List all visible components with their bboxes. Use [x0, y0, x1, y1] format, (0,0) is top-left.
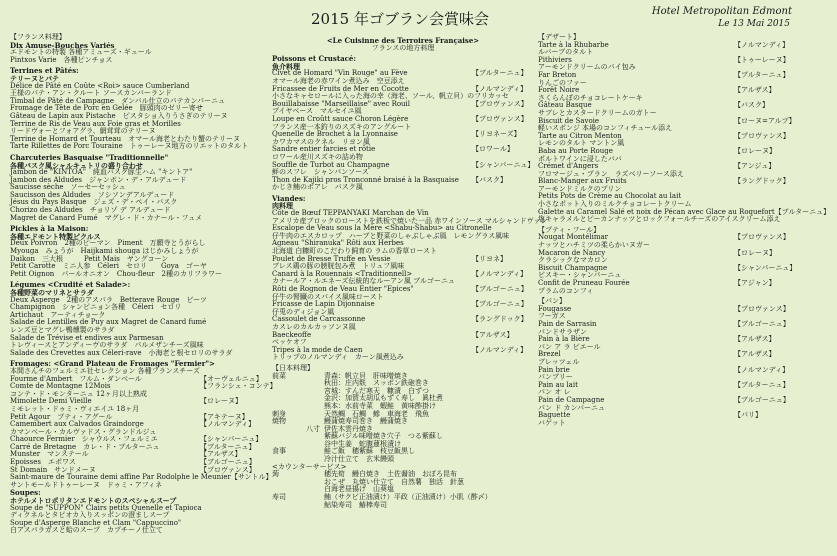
menu-item-text: Pain au lait — [538, 380, 578, 389]
menu-item-text: バゲット — [538, 418, 566, 427]
japanese-menu-cell: 冷汁仕立て 玄米饅頭 — [324, 455, 394, 464]
region-label: 【リヨネーズ】 — [472, 130, 521, 139]
menu-item-text: Soupe de "SUPPON" Clairs petits Quenelle et Tapioca — [10, 503, 202, 512]
menu-item-text: Fromage de Tête de Porc en Gelée 豚頭肉のゼリー寄せ — [10, 104, 203, 113]
menu-item-text: Poissons et Crustacé: — [272, 54, 356, 64]
menu-item-text: Tarte à la Rhubarbe — [538, 40, 609, 49]
menu-item-text: クラシックなマカロン — [538, 256, 608, 265]
region-label: 【プロヴァンス】 — [200, 465, 256, 474]
menu-item-text: Baba au Porte Rouge — [538, 146, 613, 155]
japanese-menu-cell — [272, 433, 306, 441]
menu-item-text: Quenelle de Brochet à la Lyonnaise — [272, 130, 398, 139]
menu-item-text: カナールア・ルエネーズ伝統的なルーアン風 ブルゴーニュ — [272, 277, 455, 286]
region-label: 【プロヴァンス】 — [734, 233, 790, 242]
menu-item-text: Tripes à la mode de Caen — [272, 345, 363, 354]
japanese-menu-cell: 鮪（サクビ正油漬け）平政（正油漬け）小肌（酢〆） — [324, 493, 492, 502]
menu-item-text: Macaron de Nancy — [538, 248, 606, 257]
menu-item-text: ロワール産川スズキの詰め物 — [272, 152, 363, 161]
region-label: 【アルザス】 — [734, 335, 776, 344]
menu-item-text: パン ド カンパーニュ — [538, 403, 605, 412]
menu-item — [272, 184, 534, 192]
menu-item-text: りんごのファー — [538, 78, 587, 87]
menu-item-text: Dix Amuse-Bouches Variés — [10, 40, 115, 50]
menu-item-text: Salade des Crevettes aux Céleri-rave 小海老と根セロリのサラダ — [10, 348, 233, 357]
menu-item-text: Thon de Kajiki pros Tronconné braisé à la Basquaise — [272, 175, 459, 184]
japanese-menu-cell — [306, 388, 324, 396]
menu-item-text: かじき鮪のポアレ バスク風 — [272, 183, 363, 192]
menu-item-text: Blanc-Manger aux Fruits — [538, 177, 627, 186]
menu-item-text: Pintxos Varie 各種ピンチョス — [10, 55, 113, 64]
menu-item-text: Charcuteries Basquaise "Traditionnelle" — [10, 152, 169, 162]
menu-item-text: フランス産一本釣りのスズキのアングルート — [272, 122, 412, 131]
menu-item-text: Petits Pots de Crème au Chocolat au lait — [538, 192, 682, 201]
menu-column-right — [538, 33, 831, 554]
japanese-menu-cell — [272, 395, 306, 403]
region-label: 【アルザス】 — [734, 350, 776, 359]
menu-item-text: 【デザート】 — [538, 33, 580, 41]
region-label: 【ノルマンディ】 — [734, 365, 790, 374]
region-label: 【オーヴェルニュ】 — [200, 374, 263, 383]
region-label: 【シャンパーニュ】 — [734, 263, 797, 272]
japanese-menu-cell: 宮城：すんだ寒天 糠漬 白ずつ — [324, 386, 429, 395]
japanese-menu-cell — [306, 373, 324, 381]
menu-item-text: サントモールドトゥーレーヌ ドゥミ・アフィネ — [10, 480, 163, 489]
menu-item-text: Fricassee de Fruits de Mer en Cocotte — [272, 84, 409, 93]
menu-item — [272, 45, 534, 53]
japanese-menu-cell — [306, 433, 324, 441]
menu-item — [538, 216, 796, 224]
menu-item-text: Petit Agour プティ・アグール — [10, 412, 113, 421]
menu-item-text: Tarte au Citron Menton — [538, 131, 622, 140]
region-label: 【ロワール】 — [472, 145, 514, 154]
menu-item — [10, 482, 262, 490]
menu-item-text: パンブリー — [538, 373, 573, 382]
menu-item-text: 小さなポット入りのミルクチョコレートクリーム — [538, 200, 692, 209]
japanese-menu-cell: 穂先筍 鰻白焼き 土佐醤油 おぼろ昆布 — [324, 470, 457, 479]
menu-item-text: ブレッツェル — [538, 357, 580, 366]
menu-item-text: Pain de Campagne — [538, 395, 605, 404]
region-label: 【ブルゴーニュ】 — [472, 285, 528, 293]
menu-item-text: 鮃のスフレ シャンパンソース — [272, 168, 369, 177]
region-label: 【ロレーヌ】 — [200, 397, 242, 406]
japanese-menu-cell: 寿司 — [272, 493, 286, 502]
region-label: 【ブルターニュ】 — [734, 70, 790, 79]
section-heading — [272, 55, 534, 63]
page-title: 2015 年ゴブラン会賞味会 — [311, 10, 489, 28]
menu-item-text: 塩キャラメルとピーカンナッツとロックフォールチーズのアイスクリーム添え — [538, 215, 781, 224]
menu-item-text: Canard à la Rouennais <Traditionnell> — [272, 269, 413, 278]
menu-item-text: Escalope de Veau sous la Mère <Shabu-Shabu> au Citronelle — [272, 224, 492, 233]
japanese-menu-row — [272, 494, 534, 502]
menu-item-text: Carré de Bretagne カレ・ド・ブルターニュ — [10, 442, 160, 451]
region-label: 【ロレーヌ】 — [734, 248, 776, 257]
menu-item-text: Baeckeoffe — [272, 330, 312, 339]
region-label: 【フランシュ・コンテ】 — [200, 382, 277, 391]
menu-item-text: ベッケオフ — [272, 338, 307, 347]
menu-item-text: Soupes: — [10, 488, 41, 498]
japanese-menu-cell — [272, 426, 306, 434]
menu-item — [10, 527, 262, 535]
japanese-menu-cell: 伊佐木雲丹焼き — [324, 424, 373, 433]
region-label: 【アルザス】 — [200, 450, 242, 459]
menu-item-text: Gâteau de Lapin aux Pistache ピスタショ入りうさぎのテリーヌ — [10, 111, 228, 120]
region-label: 【ブルゴーニュ】 — [734, 319, 790, 328]
region-label: 【シャンパーニュ】 — [472, 160, 535, 169]
menu-item-text: 北海道 白糠町のこだわり飼育の ラムの香草ロースト — [272, 247, 438, 256]
japanese-menu-cell — [272, 502, 306, 510]
japanese-menu-cell: 焼物 — [272, 417, 286, 426]
region-label: 【パリ】 — [734, 411, 762, 420]
japanese-menu-cell — [306, 471, 324, 479]
menu-item-text: エドモントの特製 各種アミューズ・ギュール — [10, 48, 152, 57]
japanese-menu-cell: 蒟 — [272, 470, 279, 479]
menu-item-text: Fourme d'Ambert フルム・ダンベール — [10, 374, 142, 383]
menu-item-text: 仔兎のディジョン風 — [272, 307, 335, 316]
menu-item — [538, 382, 796, 390]
japanese-menu-cell — [306, 403, 324, 411]
menu-item-text: Daikon 三大根 Petit Mais ヤングコーン — [10, 254, 169, 263]
menu-item-text: Fougasse — [538, 304, 572, 313]
menu-item-text: Baguette — [538, 411, 571, 420]
menu-item-text: 各種野菜のマリネとサラダ — [10, 288, 94, 297]
menu-item — [272, 354, 534, 362]
menu-item-text: Tarte Rillettes de Porc Touraine トゥーレーヌ地方のリエットのタルト — [10, 142, 249, 151]
region-label: 【プロヴァンス】 — [472, 99, 528, 108]
menu-item-text: ブイヤベース マルセイユ風 — [272, 107, 362, 116]
region-label: 【ノルマンディ】 — [472, 269, 528, 278]
menu-item-text: ポルトワインに浸したババ — [538, 154, 622, 163]
menu-item-text: フロマージュ・ブラン ラズベリーソース添え — [538, 169, 684, 178]
japanese-menu-cell — [306, 486, 324, 494]
japanese-menu-cell: 鰻蒲焼寿司巻き 鰻蒲焼き — [324, 417, 408, 426]
menu-item-text: Pain à la Bière — [538, 335, 590, 344]
region-label: 【トゥーレーヌ】 — [734, 55, 790, 64]
menu-item-text: Bouillabaisse "Marseillaise" avec Rouil — [272, 99, 411, 108]
menu-item-text: フランスの地方料理 — [371, 43, 435, 52]
japanese-menu-cell: 紫蘇バジル味噌焼き穴子 つる紫蘇し — [324, 432, 443, 441]
menu-item-text: Munster マンステール — [10, 450, 89, 459]
counter-service-heading: <カウンターサービス> — [272, 462, 347, 471]
japanese-menu-cell: 青森：帆立貝 肝味噌焼き — [324, 371, 408, 380]
menu-item-text: Saint-maure de Touraine demi affine Par Rodolphe le Meunier — [10, 473, 231, 482]
menu-item-text: さくらんぼのチョコレートケーキ — [538, 93, 643, 102]
menu-item-text: Civet de Homard "Vin Rouge" au Fève — [272, 69, 408, 78]
region-label: 【ブルゴーニュ】 — [734, 395, 790, 404]
menu-item — [538, 288, 796, 296]
menu-item-text: Pickles à la Maison: — [10, 224, 89, 234]
menu-item — [10, 57, 262, 65]
japanese-menu-cell: 白海老昼揚げ 山葵塩 — [324, 485, 394, 494]
menu-item-text: Comte de Montagne 12Mois — [10, 382, 111, 391]
menu-item-text: トリップのノルマンディ カーン風煮込み — [272, 353, 404, 362]
menu-item-text: Loupe en Croûtt sauce Choron Légère — [272, 114, 409, 123]
menu-item — [10, 215, 262, 223]
menu-item-text: Petit Oignon パールオニオン Chou-fleur 2種のカリフラワー — [10, 269, 222, 278]
menu-item-text: Sandre entier farcies et rôtie — [272, 145, 376, 154]
menu-item-text: ディクネルとタピオカ入りスッポンの澄ましスープ — [10, 511, 170, 520]
menu-item-text: 仔牛肉のエスカロップ ハーブと野菜のしゃぶしゃぶ風 レモングラス風味 — [272, 231, 510, 240]
menu-item — [538, 306, 796, 314]
menu-item-text: Terrines et Pâtés: — [10, 66, 79, 76]
menu-item-text: Champignon シャンピニョン各種 Céleri セロリ — [10, 303, 182, 312]
menu-item-text: Crémet d'Angers — [538, 162, 599, 171]
menu-item-text: Fromages: <Grand Plateau de Fromages "Fermier"> — [10, 359, 215, 369]
menu-item — [10, 350, 262, 358]
menu-item-text: Gâteau Basque — [538, 101, 592, 110]
menu-item-text: アーモンドミルクのプリン — [538, 184, 622, 193]
menu-item-text: 王様のパテ・アン・クルート ソースカンバーランド — [10, 89, 172, 98]
region-label: 【ブルターニュ】 — [200, 442, 256, 451]
region-label: 【サントル】 — [230, 473, 273, 482]
menu-item-text: 各種エドモント特製ピクルス — [10, 231, 101, 241]
menu-column-middle — [272, 34, 548, 554]
japanese-menu-cell — [272, 388, 306, 396]
japanese-menu-cell — [306, 448, 324, 456]
japanese-menu-cell: 鮭ご飯 穂紫蘇 枝豆飯黒し — [324, 447, 415, 456]
menu-item-text: フーガス — [538, 312, 566, 321]
menu-item-text: Deux Asperge 2種のアスパラ Betterave Rouge ビーツ — [10, 295, 207, 304]
menu-item-text: Saucisse sèche ソーセーセッシュ — [10, 183, 126, 192]
menu-item — [10, 143, 262, 151]
region-label: 【バスク】 — [734, 101, 769, 110]
menu-item-text: アーモンドクリームのパイ包み — [538, 63, 636, 72]
menu-item-text: 【プティ・フール】 — [538, 225, 601, 234]
region-label: 【ブルゴーニュ】 — [472, 300, 528, 309]
menu-item-text: 【パン】 — [538, 297, 566, 306]
menu-item-text: カスレのカルカッソンヌ風 — [272, 322, 356, 331]
menu-item-text: ブレス鶏の豚の膀胱包み煮 トリュフ風味 — [272, 262, 405, 271]
region-label: 【ロレーヌ】 — [734, 146, 776, 155]
menu-item-text: ナッツとハチミツの柔らかいヌガー — [538, 241, 650, 250]
menu-item-text: Myouga みょうが Haijkami shouga はじかみしょうが — [10, 247, 199, 256]
japanese-menu-cell — [306, 380, 324, 388]
region-label: 【プロヴァンス】 — [734, 304, 790, 313]
menu-item-text: Pain brie — [538, 365, 570, 374]
menu-item-text: Epoisses エポワス — [10, 458, 76, 467]
menu-item-text: リードヴォーとフォアグラ、網茸茸のテリーヌ — [10, 127, 156, 136]
menu-item — [538, 412, 796, 420]
menu-item-text: Galette au Caramel Salé et noix de Pécan avec Glace au Roquefort — [538, 207, 775, 216]
japanese-menu-cell: 食事 — [272, 447, 286, 456]
menu-item — [10, 271, 262, 279]
menu-item-text: Terrine de Ris de Veau aux Foie gras et Morilles — [10, 119, 181, 128]
menu-item-text: Timbal de Pâté de Campagne ダンバル仕立のパテカンパーニュ — [10, 96, 226, 105]
menu-item-text: 【日本料理】 — [272, 363, 314, 372]
japanese-menu-cell: 刺身 — [272, 409, 286, 418]
menu-item-text: Jambon de "KINTOA" 純血バスク豚生ハム "キントア" — [10, 168, 193, 177]
menu-item-text: ビスキー・シャンパーニュ — [538, 271, 622, 280]
japanese-menu-cell: 秋田：庄内麩 スッポン鉄砲巻き — [324, 379, 429, 388]
region-label: 【バスク】 — [472, 175, 507, 184]
japanese-menu-row — [272, 448, 534, 456]
menu-item-text: Viandes: — [272, 193, 306, 203]
menu-item-text: レモンのタルト マントン風 — [538, 139, 625, 148]
menu-item-text: Pain de Sarrasin — [538, 319, 597, 328]
menu-item-text: Poulet de Bresse Truffe en Vessie — [272, 254, 391, 263]
region-label: 【アルザス】 — [734, 86, 776, 95]
hotel-name: Hotel Metropolitan Edmont — [651, 6, 792, 17]
menu-item-text: Biscuit de Savoie — [538, 116, 600, 125]
region-label: 【アキテーヌ】 — [200, 412, 249, 421]
menu-item-text: 肉料理 — [272, 201, 293, 211]
japanese-menu-cell — [306, 502, 324, 510]
japanese-cuisine-list — [272, 373, 534, 510]
region-label: 【ブルゴーニュ】 — [200, 458, 256, 467]
menu-item-text: 各種バスク風シャルキュトリの盛り合わせ — [10, 160, 143, 170]
japanese-menu-cell — [306, 479, 324, 487]
menu-item-text: Saucisson des Aldudes ソシソンデアルデュード — [10, 190, 175, 199]
region-label: 【プロヴァンス】 — [472, 114, 528, 123]
japanese-menu-cell: 金沢：加賀太胡瓜もずく寿し 眞杜煮 — [324, 394, 443, 403]
japanese-menu-cell: 八寸 — [306, 424, 320, 433]
menu-item-text: 魚介料理 — [272, 61, 300, 71]
menu-item-text: プラムのコンフィ — [538, 286, 594, 295]
region-label: 【ノルマンディ】 — [472, 345, 528, 354]
menu-item — [272, 332, 534, 340]
menu-item-text: <Le Cuisinne des Terroires Française> — [326, 36, 480, 45]
menu-item-text: Biscuit Champagne — [538, 263, 608, 272]
menu-item-text: パン オ レ — [538, 388, 571, 397]
japanese-menu-cell — [306, 494, 324, 502]
region-label: 【ブルターニュ】 — [734, 380, 790, 389]
menu-item-text: オマール海老の赤ワイン煮込み 空豆添え — [272, 76, 405, 85]
japanese-menu-cell — [272, 380, 306, 388]
menu-item-text: ミモレット・ドゥミ・ヴィエイユ 18ヶ月 — [10, 404, 140, 413]
menu-item — [538, 420, 796, 428]
menu-item-text: パン ア ラ ビエール — [538, 342, 601, 351]
menu-item-text: Délice de Pâté en Coûte <Roi> sauce Cumberland — [10, 81, 190, 90]
menu-item-text: Forêt Noire — [538, 86, 580, 95]
menu-item-text: 白アスパラガスと蛤のスープ カプチーノ仕立て — [10, 526, 163, 535]
menu-item-text: 【フランス料理】 — [10, 33, 66, 41]
menu-item-text: Deux Poivron 2種のピーマン Piment 万願寺とうがらし — [10, 239, 206, 248]
region-label: 【アンジュ】 — [734, 162, 776, 171]
region-label: 【リヨネ】 — [472, 254, 507, 263]
french-regional-list — [272, 34, 548, 373]
japanese-menu-cell — [306, 411, 324, 419]
menu-item-text: Terrine de Homard et Tourteau オマール海老とわたり蟹のテリーヌ — [10, 134, 240, 143]
menu-item-text: カマンベール・カルヴァドス・グランドルジュ — [10, 427, 157, 436]
japanese-menu-cell — [306, 441, 324, 449]
menu-item-text: Cassoulet de Carcassonne — [272, 315, 366, 324]
menu-item-text: Artichaut アーティチョーク — [10, 310, 106, 319]
menu-item-text: St Domain サンドメーヌ — [10, 465, 96, 474]
japanese-menu-cell: 天然鯛 石鯛 鰺 車海老 飛魚 — [324, 409, 429, 418]
menu-item-text: カワカマスのクネル リヨン風 — [272, 137, 370, 146]
japanese-menu-row — [272, 433, 534, 441]
japanese-menu-cell — [272, 479, 306, 487]
region-label: 【ブルターニュ】 — [472, 69, 528, 78]
japanese-menu-cell: 鮎染寿司 鰆棒寿司 — [324, 500, 387, 509]
menu-item-text: Jambon des Aldudes ジャンボン・デ・アルデュード — [10, 175, 187, 184]
menu-item-text: Pithiviers — [538, 55, 572, 64]
menu-item-text: Fricasse de Lapin Dijonnaise — [272, 300, 375, 309]
menu-item-text: サブレとカスタードクリームのガトー — [538, 108, 657, 117]
region-label: 【アルザス】 — [472, 330, 514, 339]
region-label: 【シャンパーニュ】 — [200, 435, 263, 444]
menu-item-text: アメリカ産ブロックのローストを鉄板で焼いた一品 赤ワインソース マルシャンドヴァン — [272, 216, 548, 225]
menu-item — [538, 367, 796, 375]
menu-item-text: Magret de Canard Fumé マグレ・ド・カナール・フュメ — [10, 213, 203, 222]
menu-item-text: Brezel — [538, 350, 561, 359]
menu-item-text: Jésus du Pays Basque ジェズ・デ・ペイ・バスク — [10, 198, 178, 207]
section-heading — [272, 195, 534, 203]
menu-item-text: レンズ豆とマグレ鴨燻製のサラダ — [10, 325, 115, 334]
menu-item-text: コンテ・ド・モンターニュ 12ヶ月以上熟成 — [10, 389, 147, 398]
menu-item-text: Salade de Lentilles de Puy aux Magret de Canard fumé — [10, 318, 207, 327]
region-label: 【ノルマンディ】 — [200, 420, 256, 429]
menu-item-text: Nougat Montélimar — [538, 233, 609, 242]
menu-item-text: ルバーブのタルト — [538, 48, 594, 57]
region-label: 【ノルマンディ】 — [734, 40, 790, 49]
menu-item-text: Agneau "Shiranuka" Rôti aux Herbes — [272, 239, 404, 248]
menu-item-text: Rôti de Rognon de Veau Entier "Epices" — [272, 285, 414, 293]
region-label: 【アジャン】 — [734, 279, 776, 287]
region-label: 【ラングドック】 — [734, 177, 790, 186]
region-label: 【ノルマンディ】 — [472, 84, 528, 93]
japanese-menu-cell: おこぜ 丸焼い仕立て 自然薯 独活 針葱 — [324, 477, 464, 486]
menu-item-text: テリーヌとパテ — [10, 73, 59, 83]
japanese-menu-row — [272, 502, 534, 510]
japanese-menu-row — [272, 479, 534, 487]
menu-item-text: Camembert aux Calvados Graindorge — [10, 420, 144, 429]
menu-item-text: Souffle de Turbot au Champagne — [272, 160, 390, 169]
japanese-menu-cell: 熊本：水前寺菜 蝦鮭 黄味酢掛け — [324, 401, 436, 410]
region-label: 【プロヴァンス】 — [734, 131, 790, 140]
menu-item-text: Chorizo des Aldudes チョリゾ デ アルデュード — [10, 206, 171, 215]
menu-item-text: Chaource Fermier シャウルス・フェルミエ — [10, 435, 158, 444]
menu-item-text: 仔牛の腎臓のスパイス風味ロースト — [272, 292, 384, 301]
japanese-menu-cell: 前菜 — [272, 371, 286, 380]
menu-item-text: 小さなキャセロールに入った海の幸（海老、ソール、帆立貝）のフリカッセ — [272, 92, 509, 101]
region-label: 【ローヌ=アルプ】 — [734, 116, 796, 125]
menu-item-text: トレヴィースとアンディーヴのサラダ パルメザンチーズ風味 — [10, 341, 204, 350]
menu-item-text: Côte de Bœuf TEPPANYAKI Marchan de Vin — [272, 209, 429, 218]
menu-column-left — [10, 33, 277, 554]
menu-item-text: Far Breton — [538, 70, 577, 79]
region-label: 【ラングドック】 — [472, 315, 528, 324]
menu-item-text: パンドサラザン — [538, 327, 587, 336]
menu-item-text: Confit de Pruneau Fourée — [538, 279, 630, 287]
japanese-menu-cell — [306, 395, 324, 403]
menu-item-text: 本間さんチのフェルミエ社セレクション 各種フランスチーズ — [10, 366, 200, 375]
event-date: Le 13 Mai 2015 — [718, 19, 790, 29]
menu-item-text: Mimolette Demi Vieille — [10, 397, 92, 406]
japanese-menu-cell: 谷中生姜 蛇腹蓮根漬け — [324, 439, 401, 448]
region-label: 【ブルターニュ】 — [774, 207, 831, 216]
menu-item-text: Soupe d'Asperge Blanche et Clam "Cappuccino" — [10, 518, 182, 527]
menu-item-text: ホテルメトロポリタンエドモントのスペシャルスープ — [10, 496, 177, 506]
menu-item-text: Légumes <Crudité et Salade>: — [10, 280, 131, 290]
menu-item-text: 軽いスポンジ 本場のコンフィチュール添え — [538, 124, 673, 133]
menu-item-text: Petit Carotte ミニ人参 Céleri セロリ Goya ゴーヤ — [10, 262, 207, 271]
menu-item-text: Salade de Trévise et endives aux Parmesan — [10, 333, 164, 342]
